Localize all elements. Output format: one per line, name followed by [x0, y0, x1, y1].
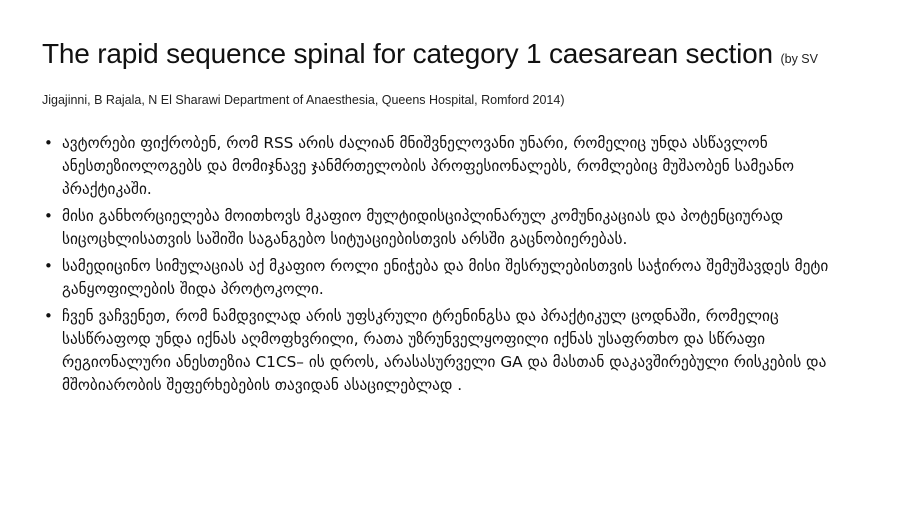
bullet-item — [42, 132, 860, 201]
bullet-dot-icon: • — [44, 257, 53, 275]
bullet-list — [42, 132, 860, 397]
bullet-dot-icon: • — [44, 307, 53, 325]
bullet-item — [42, 305, 860, 397]
bullet-dot-icon: • — [44, 134, 53, 152]
bullet-text: მისი განხორციელება მოითხოვს მკაფიო მულტიდისციპლინარულ კომუნიკაციას და პოტენციურად სიცოცხლისათვის საშიში საგანგებო სიტუაციებისთვის არსში გაცნობიერებას. — [62, 207, 784, 248]
slide-title-text: The rapid sequence spinal for category 1 caesarean section — [42, 38, 773, 69]
bullet-text: ჩვენ ვაჩვენეთ, რომ ნამდვილად არის უფსკრული ტრენინგსა და პრაქტიკულ ცოდნაში, რომელიც სასწრაფოდ უნდა იქნას აღმოფხვრილი, რათა უზრუნველყოფილი იქნას უსაფრთხო და სწრაფი რეგიონალური ანესთეზია C1CS– ის დროს, არასასურველი GA და მასთან დაკავშირებული რისკების და მშობიარობის შეფერხებების თავიდან ასაცილებლად . — [62, 307, 827, 394]
bullet-text: ავტორები ფიქრობენ, რომ RSS არის ძალიან მნიშვნელოვანი უნარი, რომელიც უნდა ასწავლონ ანესთეზიოლოგებს და მომიჯნავე ჯანმრთელობის პროფესიონალებს, რომლებიც მუშაობენ სამეანო პრაქტიკაში. — [62, 134, 794, 198]
slide-byline: (by SV Jigajinni, B Rajala, N El Sharawi Department of Anaesthesia, Queens Hospital, Romford 2014) — [42, 52, 818, 107]
bullet-item — [42, 205, 860, 251]
bullet-dot-icon: • — [44, 207, 53, 225]
slide-title — [42, 36, 860, 118]
bullet-item — [42, 255, 860, 301]
bullet-text: სამედიცინო სიმულაციას აქ მკაფიო როლი ენიჭება და მისი შესრულებისთვის საჭიროა შემუშავდეს მეტი განყოფილების შიდა პროტოკოლი. — [62, 257, 829, 298]
